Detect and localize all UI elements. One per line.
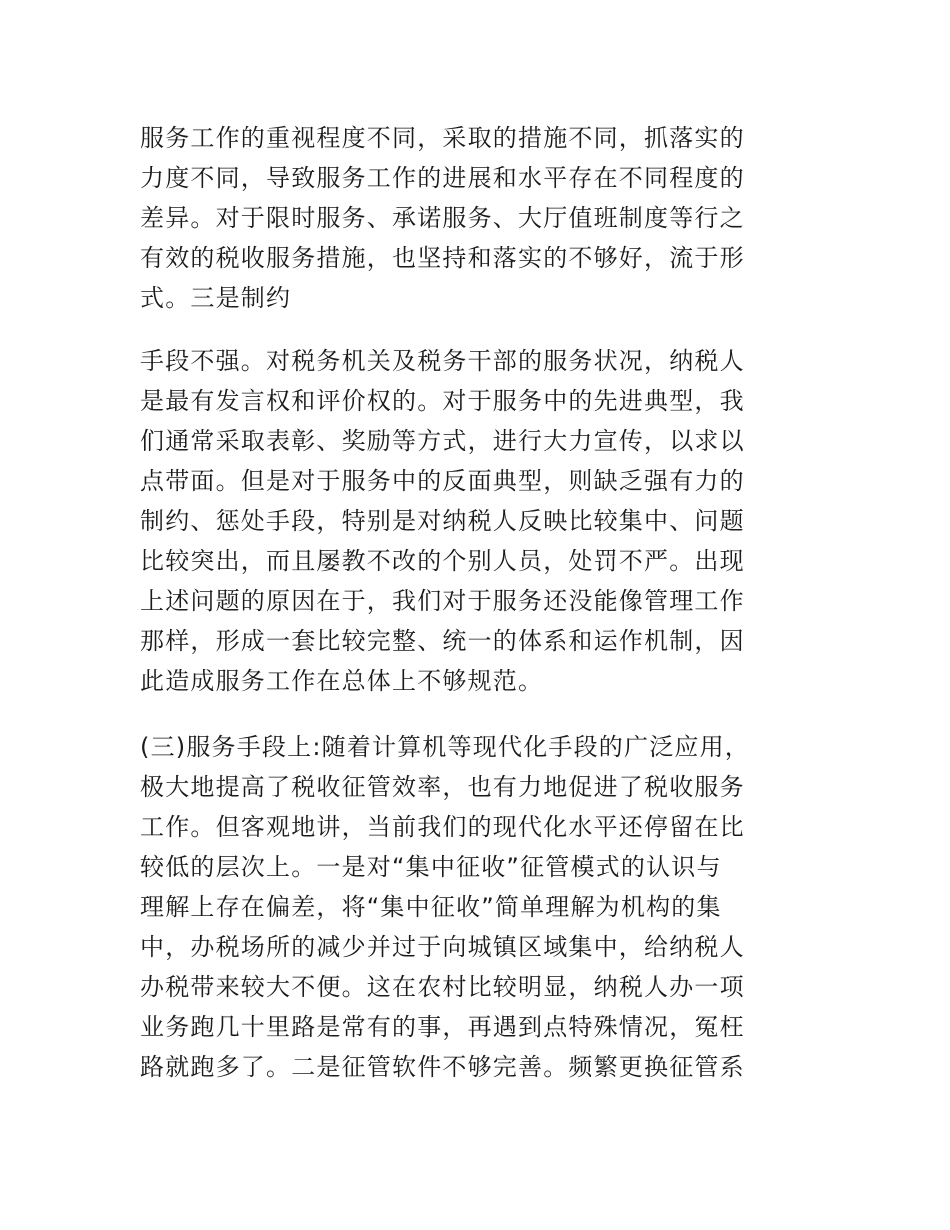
text-line: 比较突出，而且屡教不改的个别人员，处罚不严。出现 [140, 547, 745, 575]
text-line: 手段不强。对税务机关及税务干部的服务状况，纳税人 [140, 347, 745, 375]
text-line: 中，办税场所的减少并过于向城镇区域集中，给纳税人 [140, 933, 745, 961]
text-line: 极大地提高了税收征管效率，也有力地促进了税收服务 [140, 773, 745, 801]
text-line: 们通常采取表彰、奖励等方式，进行大力宣传，以求以 [140, 427, 745, 455]
text-line: (三)服务手段上:随着计算机等现代化手段的广泛应用， [140, 733, 751, 761]
text-line: 服务工作的重视程度不同，采取的措施不同，抓落实的 [140, 124, 745, 152]
text-line: 工作。但客观地讲，当前我们的现代化水平还停留在比 [140, 813, 745, 841]
paragraph-3 [140, 727, 800, 1087]
text-line: 差异。对于限时服务、承诺服务、大厅值班制度等行之 [140, 204, 745, 232]
text-line: 路就跑多了。二是征管软件不够完善。频繁更换征管系 [140, 1053, 745, 1081]
text-line: 制约、惩处手段，特别是对纳税人反映比较集中、问题 [140, 507, 745, 535]
text-line: 那样，形成一套比较完整、统一的体系和运作机制，因 [140, 627, 745, 655]
text-line: 力度不同，导致服务工作的进展和水平存在不同程度的 [140, 164, 745, 192]
text-line: 此造成服务工作在总体上不够规范。 [140, 667, 544, 695]
text-line: 较低的层次上。一是对“集中征收”征管模式的认识与 [140, 853, 722, 881]
text-line: 办税带来较大不便。这在农村比较明显，纳税人办一项 [140, 973, 745, 1001]
text-line: 点带面。但是对于服务中的反面典型，则缺乏强有力的 [140, 467, 745, 495]
text-line: 式。三是制约 [140, 284, 292, 312]
text-line: 业务跑几十里路是常有的事，再遇到点特殊情况，冤枉 [140, 1013, 745, 1041]
paragraph-2 [140, 341, 800, 701]
text-line: 有效的税收服务措施，也坚持和落实的不够好，流于形 [140, 244, 745, 272]
text-line: 是最有发言权和评价权的。对于服务中的先进典型，我 [140, 387, 745, 415]
text-line: 上述问题的原因在于，我们对于服务还没能像管理工作 [140, 587, 745, 615]
paragraph-1 [140, 118, 800, 318]
text-line: 理解上存在偏差，将“集中征收”简单理解为机构的集 [140, 893, 722, 921]
